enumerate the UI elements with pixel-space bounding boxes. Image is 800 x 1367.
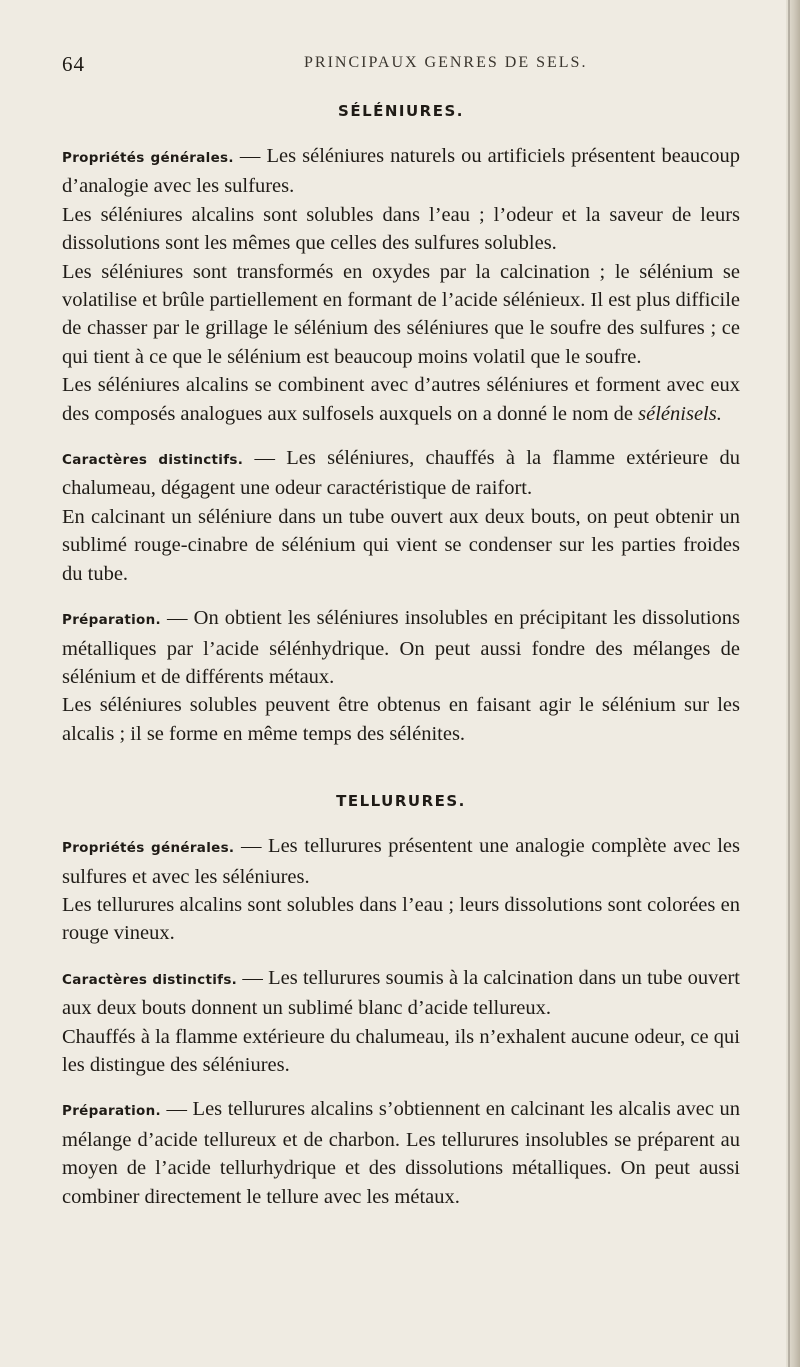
paragraph: Chauffés à la flamme extérieure du chalumeau, ils n’exhalent aucune odeur, ce qui les distingue des séléniures.	[62, 1025, 740, 1076]
paragraph: Les séléniures alcalins sont solubles dans l’eau ; l’odeur et la saveur de leurs dissolutions sont les mêmes que celles des sulfures solubles.	[62, 203, 740, 255]
tellurides-distinctive-characters	[62, 964, 740, 1023]
paragraph-lead: Propriétés générales.	[62, 150, 234, 166]
paragraph-lead: Caractères distinctifs.	[62, 971, 238, 988]
running-title: PRINCIPAUX GENRES DE SELS.	[304, 54, 588, 71]
selenides-distinctive-characters	[62, 444, 740, 503]
paragraph: En calcinant un séléniure dans un tube ouvert aux deux bouts, on peut obtenir un sublimé rouge-cinabre de sélénium qui vient se condenser sur les parties froides du tube.	[62, 505, 740, 585]
selenides-general-properties	[62, 142, 740, 201]
paragraph-lead: Caractères distinctifs.	[62, 452, 244, 469]
running-header	[62, 52, 732, 80]
paragraph: Les séléniures solubles peuvent être obtenus en faisant agir le sélénium sur les alcalis ; il se forme en même temps des sélénites.	[62, 694, 740, 745]
page-body	[62, 102, 740, 1211]
paragraph-text: — Les tellurures soumis à la calcination dans un tube ouvert aux deux bouts donnent un sublimé blanc d’acide tellureux.	[62, 966, 740, 1020]
paragraph-text: Les séléniures alcalins se combinent avec d’autres séléniures et forment avec eux des composés analogues aux sulfosels auxquels on a donné le nom de	[62, 374, 740, 425]
paragraph-text: — Les tellurures alcalins s’obtiennent en calcinant les alcalis avec un mélange d’acide tellureux et de charbon. Les tellurures insolubles se préparent au moyen de l’acide tellurhydrique et des dissolutions métalliques. On peut aussi combiner directement le tellure avec les métaux.	[62, 1098, 740, 1208]
section-title-tellurides: TELLURURES.	[336, 792, 466, 811]
paragraph-text: — Les séléniures, chauffés à la flamme extérieure du chalumeau, dégagent une odeur caractéristique de raifort.	[62, 447, 740, 500]
paragraph: Les tellurures alcalins sont solubles dans l’eau ; leurs dissolutions sont colorées en rouge vineux.	[62, 893, 740, 945]
paragraph-lead: Préparation.	[62, 612, 161, 629]
italic-term: sélénisels.	[638, 402, 722, 425]
selenides-preparation	[62, 604, 740, 691]
paragraph-text: — On obtient les séléniures insolubles en précipitant les dissolutions métalliques par l’acide sélénhydrique. On peut aussi fondre des mélanges de sélénium et de différents métaux.	[62, 607, 740, 688]
paragraph-lead: Propriétés générales.	[62, 840, 235, 857]
tellurides-general-properties	[62, 832, 740, 891]
page-number: 64	[62, 52, 85, 76]
tellurides-preparation	[62, 1095, 740, 1211]
section-title-selenides: SÉLÉNIURES.	[338, 102, 464, 120]
paragraph	[62, 371, 740, 428]
paragraph-text: — Les séléniures naturels ou artificiels présentent beaucoup d’analogie avec les sulfures.	[62, 145, 740, 198]
paragraph-text: — Les tellurures présentent une analogie complète avec les sulfures et avec les séléniures.	[62, 835, 740, 888]
page-edge-shadow	[788, 0, 790, 1367]
paragraph-lead: Préparation.	[62, 1103, 161, 1120]
paragraph: Les séléniures sont transformés en oxydes par la calcination ; le sélénium se volatilise et brûle partiellement en formant de l’acide sélénieux. Il est plus difficile de chasser par le grillage le sélénium des séléniures que le soufre des sulfures ; ce qui tient à ce que le sélénium est beaucoup moins volatil que le soufre.	[62, 260, 740, 368]
